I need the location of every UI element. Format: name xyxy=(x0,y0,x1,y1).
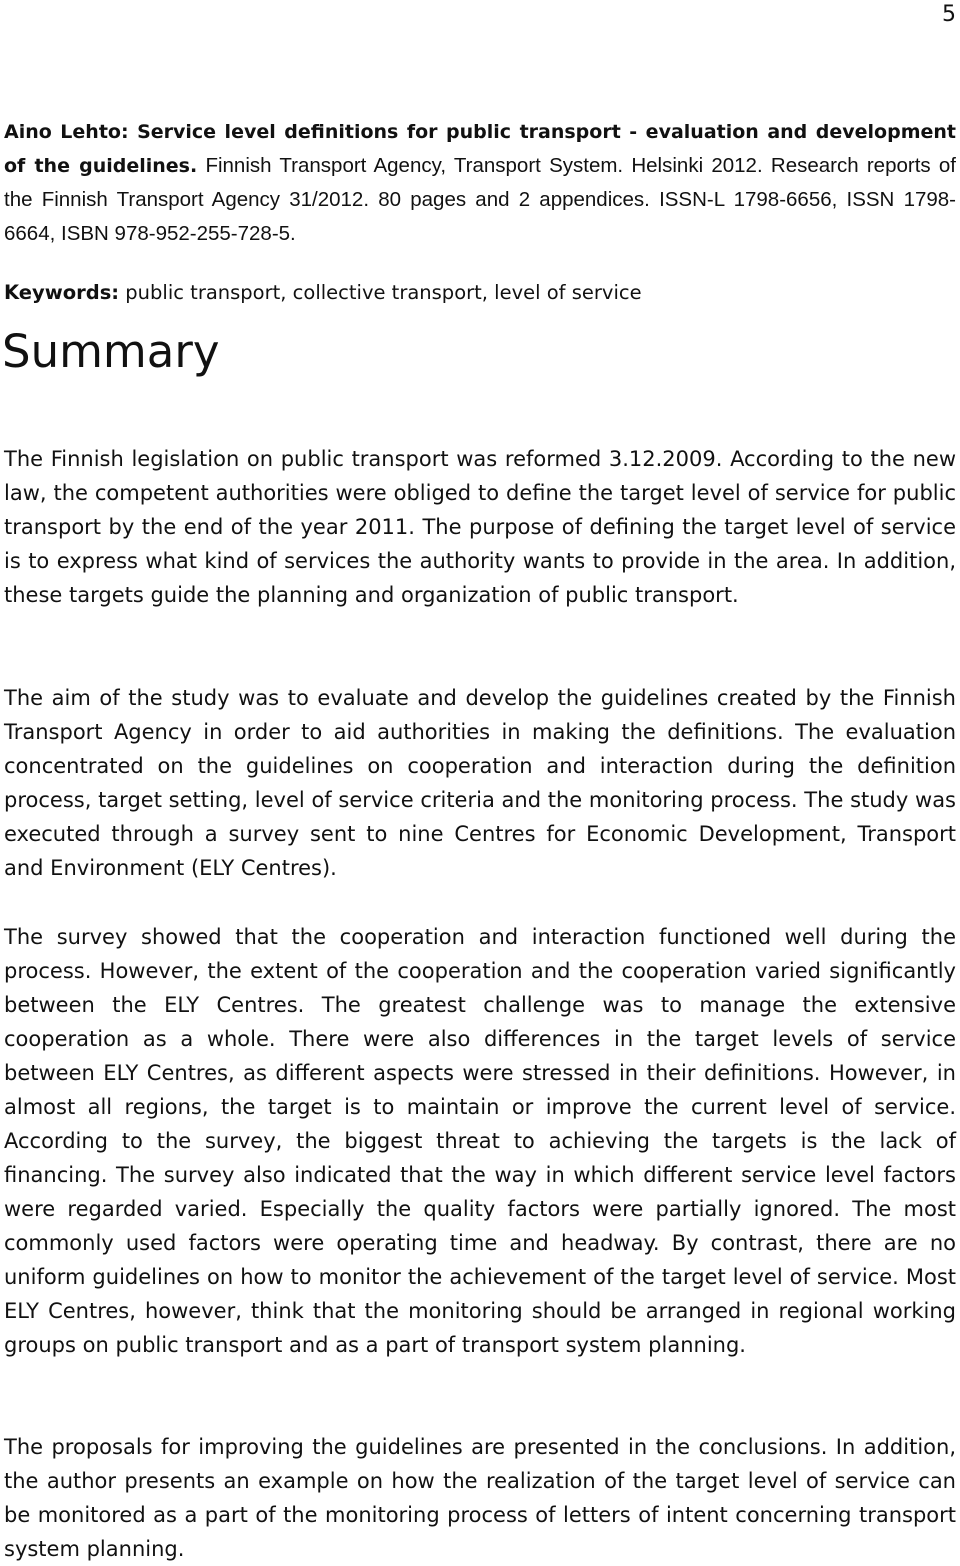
summary-paragraph-3: The survey showed that the cooperation and interaction functioned well during the process. However, the extent of the cooperation and the cooperation varied significantly between the ELY Centres. The greatest challenge was to manage the extensive cooperation as a whole. There were also differences in the target levels of service between ELY Centres, as different aspects were stressed in their definitions. However, in almost all regions, the target is to maintain or improve the current level of service. According to the survey, the biggest threat to achieving the targets is the lack of financing. The survey also indicated that the way in which different service level factors were regarded varied. Especially the quality factors were partially ignored. The most commonly used factors were operating time and headway. By contrast, there are no uniform guidelines on how to monitor the achievement of the target level of service. Most ELY Centres, however, think that the monitoring should be arranged in regional working groups on public transport and as a part of transport system planning. xyxy=(4,925,956,1357)
citation xyxy=(4,115,956,251)
page-number: 5 xyxy=(942,2,956,27)
summary-paragraph-2: The aim of the study was to evaluate and develop the guidelines created by the Finnish Transport Agency in order to aid authorities in making the definitions. The evaluation concentrated on the guidelines on cooperation and interaction during the definition process, target setting, level of service criteria and the monitoring process. The study was executed through a survey sent to nine Centres for Economic Development, Transport and Environment (ELY Centres). xyxy=(4,686,956,880)
keywords xyxy=(4,278,956,308)
citation-author-title: Aino Lehto: Service level definitions for public transport - evaluation and development of the guidelines. xyxy=(4,121,956,177)
section-title: Summary xyxy=(2,325,220,378)
summary-paragraph-4: The proposals for improving the guidelines are presented in the conclusions. In addition, the author presents an example on how the realization of the target level of service can be monitored as a part of the monitoring process of letters of intent concerning transport system planning. xyxy=(4,1435,956,1561)
citation-publication-info: Finnish Transport Agency, Transport System. Helsinki 2012. Research reports of the Finnish Transport Agency 31/2012. 80 pages and 2 appendices. ISSN-L 1798-6656, ISSN 1798-6664, ISBN 978-952-255-728-5. xyxy=(4,154,956,245)
summary-paragraph-1: The Finnish legislation on public transport was reformed 3.12.2009. According to the new law, the competent authorities were obliged to define the target level of service for public transport by the end of the year 2011. The purpose of defining the target level of service is to express what kind of services the authority wants to provide in the area. In addition, these targets guide the planning and organization of public transport. xyxy=(4,447,956,607)
keywords-text: public transport, collective transport, level of service xyxy=(119,281,642,304)
keywords-label: Keywords: xyxy=(4,281,120,304)
